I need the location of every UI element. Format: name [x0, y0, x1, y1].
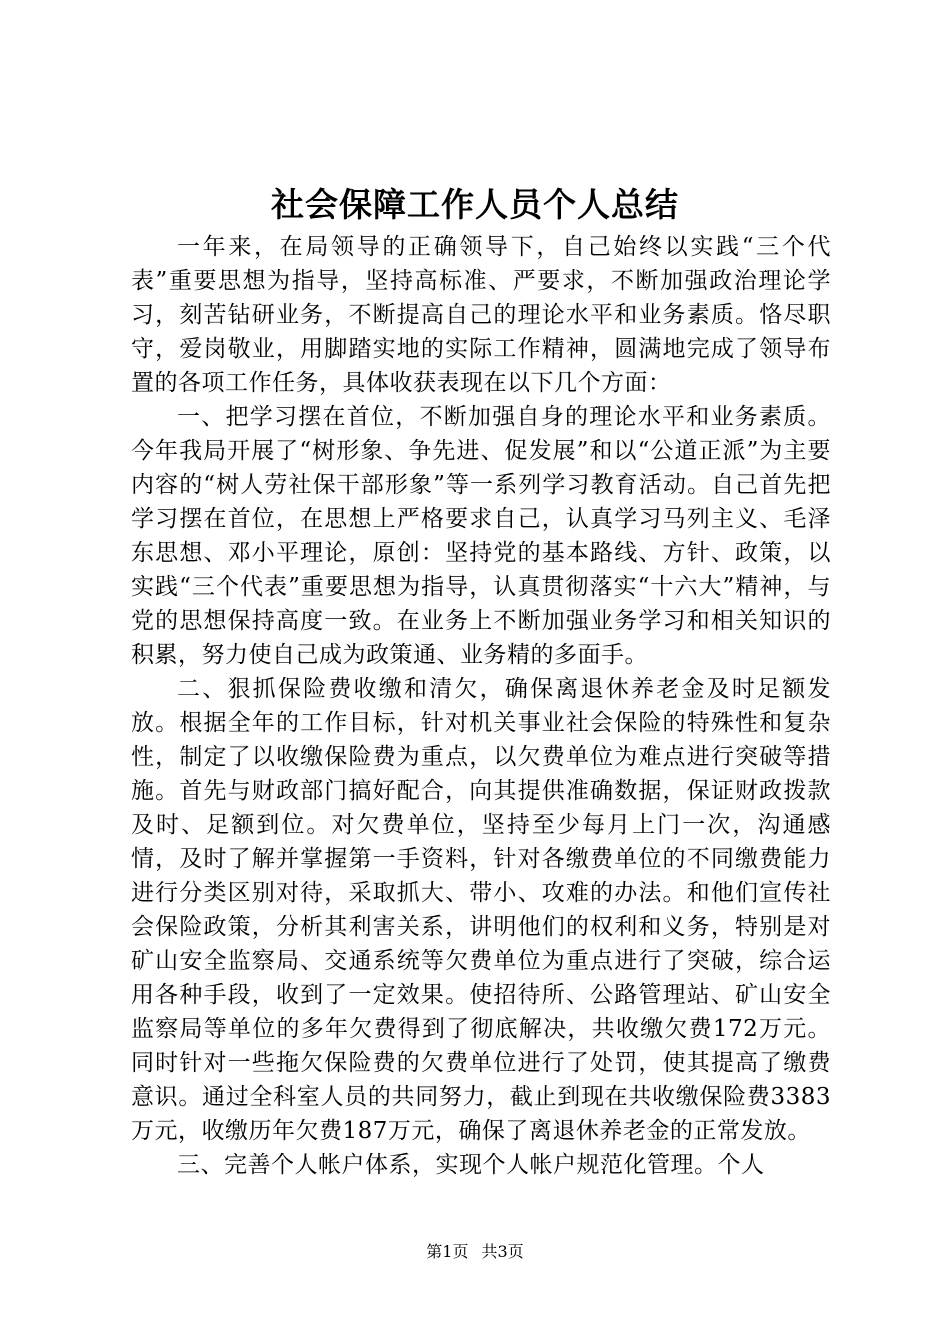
paragraph-intro: 一年来，在局领导的正确领导下，自己始终以实践“三个代表”重要思想为指导，坚持高标准、严要求，不断加强政治理论学习，刻苦钻研业务，不断提高自己的理论水平和业务素质。恪尽职守，爱岗敬业，用脚踏实地的实际工作精神，圆满地完成了领导布置的各项工作任务，具体收获表现在以下几个方面：: [131, 234, 831, 396]
paragraph-section-2: 二、狠抓保险费收缴和清欠，确保离退休养老金及时足额发放。根据全年的工作目标，针对机关事业社会保险的特殊性和复杂性，制定了以收缴保险费为重点，以欠费单位为难点进行突破等措施。首先与财政部门搞好配合，向其提供准确数据，保证财政拨款及时、足额到位。对欠费单位，坚持至少每月上门一次，沟通感情，及时了解并掌握第一手资料，针对各缴费单位的不同缴费能力进行分类区别对待，采取抓大、带小、攻难的办法。和他们宣传社会保险政策，分析其利害关系，讲明他们的权利和义务，特别是对矿山安全监察局、交通系统等欠费单位为重点进行了突破，综合运用各种手段，收到了一定效果。使招待所、公路管理站、矿山安全监察局等单位的多年欠费得到了彻底解决，共收缴欠费172万元。同时针对一些拖欠保险费的欠费单位进行了处罚，使其提高了缴费意识。通过全科室人员的共同努力，截止到现在共收缴保险费3383万元，收缴历年欠费187万元，确保了离退休养老金的正常发放。: [131, 676, 831, 1144]
document-body: [131, 230, 831, 1182]
paragraph-section-1: 一、把学习摆在首位，不断加强自身的理论水平和业务素质。今年我局开展了“树形象、争先进、促发展”和以“公道正派”为主要内容的“树人劳社保干部形象”等一系列学习教育活动。自己首先把学习摆在首位，在思想上严格要求自己，认真学习马列主义、毛泽东思想、邓小平理论，原创：坚持党的基本路线、方针、政策，以实践“三个代表”重要思想为指导，认真贯彻落实“十六大”精神，与党的思想保持高度一致。在业务上不断加强业务学习和相关知识的积累，努力使自己成为政策通、业务精的多面手。: [131, 404, 831, 668]
paragraph-section-3: 三、完善个人帐户体系，实现个人帐户规范化管理。个人: [177, 1152, 765, 1178]
document-title: 社会保障工作人员个人总结: [271, 185, 679, 224]
page-footer: [0, 1240, 950, 1264]
page-number-label: 第1页 共3页: [426, 1242, 524, 1261]
